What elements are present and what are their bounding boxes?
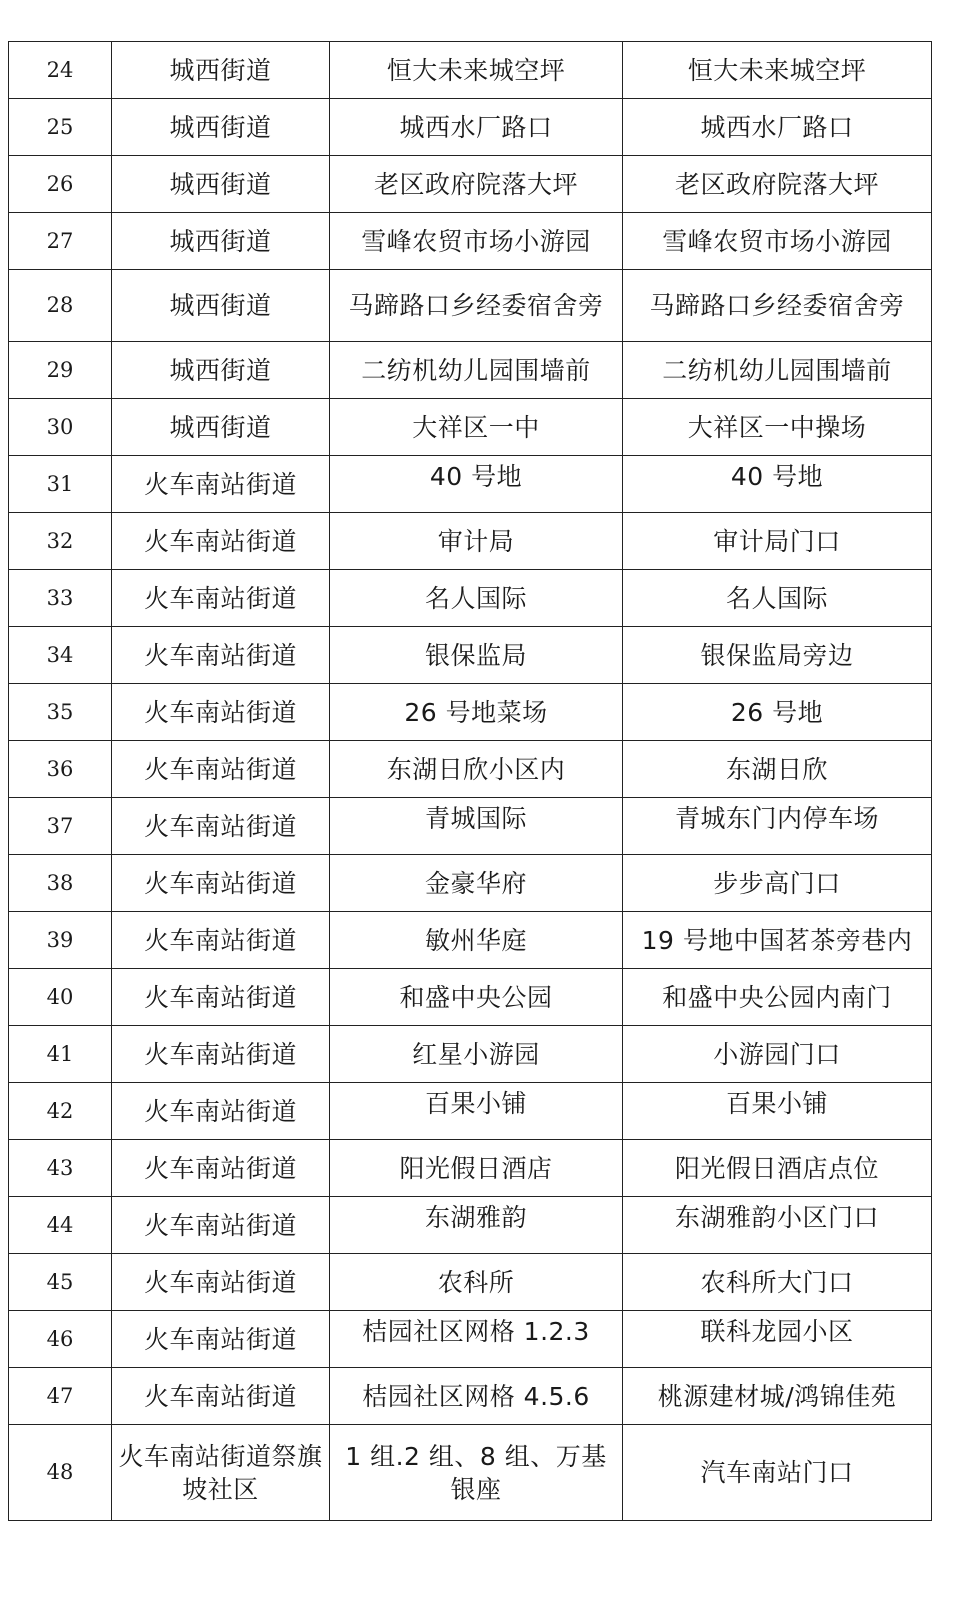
- table-row: [9, 270, 932, 342]
- street-cell: 火车南站街道: [112, 1140, 330, 1197]
- site-cell: 马蹄路口乡经委宿舍旁: [330, 270, 623, 342]
- row-number: 28: [9, 270, 112, 342]
- location-cell: 名人国际: [623, 570, 932, 627]
- row-number: 48: [9, 1425, 112, 1521]
- table-row: [9, 1425, 932, 1521]
- location-cell: 桃源建材城/鸿锦佳苑: [623, 1368, 932, 1425]
- row-number: 24: [9, 42, 112, 99]
- street-cell: 城西街道: [112, 156, 330, 213]
- location-cell: 青城东门内停车场: [623, 798, 932, 855]
- street-cell: 火车南站街道: [112, 1254, 330, 1311]
- street-cell: 城西街道: [112, 213, 330, 270]
- location-cell: 老区政府院落大坪: [623, 156, 932, 213]
- site-cell: 红星小游园: [330, 1026, 623, 1083]
- row-number: 29: [9, 342, 112, 399]
- table-row: [9, 1083, 932, 1140]
- street-cell: 火车南站街道: [112, 456, 330, 513]
- row-number: 26: [9, 156, 112, 213]
- row-number: 41: [9, 1026, 112, 1083]
- location-cell: 雪峰农贸市场小游园: [623, 213, 932, 270]
- table-row: [9, 99, 932, 156]
- table-row: [9, 855, 932, 912]
- street-cell: 火车南站街道: [112, 1197, 330, 1254]
- row-number: 31: [9, 456, 112, 513]
- street-cell: 火车南站街道: [112, 684, 330, 741]
- table-row: [9, 1026, 932, 1083]
- street-cell: 火车南站街道: [112, 513, 330, 570]
- location-cell: 东湖雅韵小区门口: [623, 1197, 932, 1254]
- street-cell: 火车南站街道: [112, 798, 330, 855]
- location-cell: 恒大未来城空坪: [623, 42, 932, 99]
- site-cell: 敏州华庭: [330, 912, 623, 969]
- site-cell: 雪峰农贸市场小游园: [330, 213, 623, 270]
- table-row: [9, 399, 932, 456]
- location-cell: 农科所大门口: [623, 1254, 932, 1311]
- table-row: [9, 570, 932, 627]
- street-cell: 城西街道: [112, 342, 330, 399]
- site-cell: 二纺机幼儿园围墙前: [330, 342, 623, 399]
- location-cell: 19 号地中国茗茶旁巷内: [623, 912, 932, 969]
- street-cell: 城西街道: [112, 42, 330, 99]
- street-cell: 火车南站街道: [112, 1083, 330, 1140]
- table-row: [9, 456, 932, 513]
- table-row: [9, 1197, 932, 1254]
- row-number: 36: [9, 741, 112, 798]
- site-cell: 东湖日欣小区内: [330, 741, 623, 798]
- table-row: [9, 513, 932, 570]
- location-cell: 城西水厂路口: [623, 99, 932, 156]
- table-row: [9, 627, 932, 684]
- site-cell: 城西水厂路口: [330, 99, 623, 156]
- table-row: [9, 156, 932, 213]
- location-cell: 40 号地: [623, 456, 932, 513]
- row-number: 43: [9, 1140, 112, 1197]
- row-number: 47: [9, 1368, 112, 1425]
- site-cell: 大祥区一中: [330, 399, 623, 456]
- row-number: 34: [9, 627, 112, 684]
- street-cell: 火车南站街道: [112, 627, 330, 684]
- table-row: [9, 684, 932, 741]
- row-number: 46: [9, 1311, 112, 1368]
- row-number: 25: [9, 99, 112, 156]
- site-cell: 恒大未来城空坪: [330, 42, 623, 99]
- row-number: 45: [9, 1254, 112, 1311]
- site-cell: 26 号地菜场: [330, 684, 623, 741]
- site-cell: 阳光假日酒店: [330, 1140, 623, 1197]
- row-number: 44: [9, 1197, 112, 1254]
- table-row: [9, 42, 932, 99]
- location-cell: 联科龙园小区: [623, 1311, 932, 1368]
- table-row: [9, 1311, 932, 1368]
- location-cell: 汽车南站门口: [623, 1425, 932, 1521]
- row-number: 30: [9, 399, 112, 456]
- location-cell: 阳光假日酒店点位: [623, 1140, 932, 1197]
- row-number: 39: [9, 912, 112, 969]
- location-cell: 26 号地: [623, 684, 932, 741]
- street-cell: 火车南站街道: [112, 1368, 330, 1425]
- street-cell: 火车南站街道: [112, 855, 330, 912]
- table-row: [9, 912, 932, 969]
- table-row: [9, 969, 932, 1026]
- location-cell: 大祥区一中操场: [623, 399, 932, 456]
- row-number: 32: [9, 513, 112, 570]
- street-cell: 城西街道: [112, 99, 330, 156]
- site-cell: 百果小铺: [330, 1083, 623, 1140]
- site-table: [8, 41, 932, 1521]
- location-cell: 东湖日欣: [623, 741, 932, 798]
- location-cell: 马蹄路口乡经委宿舍旁: [623, 270, 932, 342]
- street-cell: 城西街道: [112, 399, 330, 456]
- site-cell: 银保监局: [330, 627, 623, 684]
- row-number: 40: [9, 969, 112, 1026]
- site-cell: 名人国际: [330, 570, 623, 627]
- location-cell: 和盛中央公园内南门: [623, 969, 932, 1026]
- table-row: [9, 798, 932, 855]
- site-cell: 老区政府院落大坪: [330, 156, 623, 213]
- street-cell: 火车南站街道: [112, 1026, 330, 1083]
- table-row: [9, 1254, 932, 1311]
- site-cell: 桔园社区网格 1.2.3: [330, 1311, 623, 1368]
- row-number: 35: [9, 684, 112, 741]
- table-row: [9, 1140, 932, 1197]
- location-cell: 步步高门口: [623, 855, 932, 912]
- street-cell: 火车南站街道: [112, 741, 330, 798]
- site-cell: 东湖雅韵: [330, 1197, 623, 1254]
- row-number: 42: [9, 1083, 112, 1140]
- table-row: [9, 1368, 932, 1425]
- row-number: 38: [9, 855, 112, 912]
- table-row: [9, 342, 932, 399]
- street-cell: 火车南站街道: [112, 1311, 330, 1368]
- street-cell: 火车南站街道: [112, 912, 330, 969]
- location-cell: 百果小铺: [623, 1083, 932, 1140]
- location-cell: 审计局门口: [623, 513, 932, 570]
- table-row: [9, 741, 932, 798]
- site-cell: 农科所: [330, 1254, 623, 1311]
- location-cell: 小游园门口: [623, 1026, 932, 1083]
- site-cell: 40 号地: [330, 456, 623, 513]
- site-cell: 桔园社区网格 4.5.6: [330, 1368, 623, 1425]
- street-cell: 城西街道: [112, 270, 330, 342]
- site-cell: 审计局: [330, 513, 623, 570]
- location-cell: 二纺机幼儿园围墙前: [623, 342, 932, 399]
- row-number: 27: [9, 213, 112, 270]
- street-cell: 火车南站街道: [112, 570, 330, 627]
- site-cell: 和盛中央公园: [330, 969, 623, 1026]
- row-number: 33: [9, 570, 112, 627]
- site-cell: 青城国际: [330, 798, 623, 855]
- row-number: 37: [9, 798, 112, 855]
- street-cell: 火车南站街道祭旗坡社区: [112, 1425, 330, 1521]
- site-cell: 金豪华府: [330, 855, 623, 912]
- table-row: [9, 213, 932, 270]
- site-cell: 1 组.2 组、8 组、万基银座: [330, 1425, 623, 1521]
- location-cell: 银保监局旁边: [623, 627, 932, 684]
- street-cell: 火车南站街道: [112, 969, 330, 1026]
